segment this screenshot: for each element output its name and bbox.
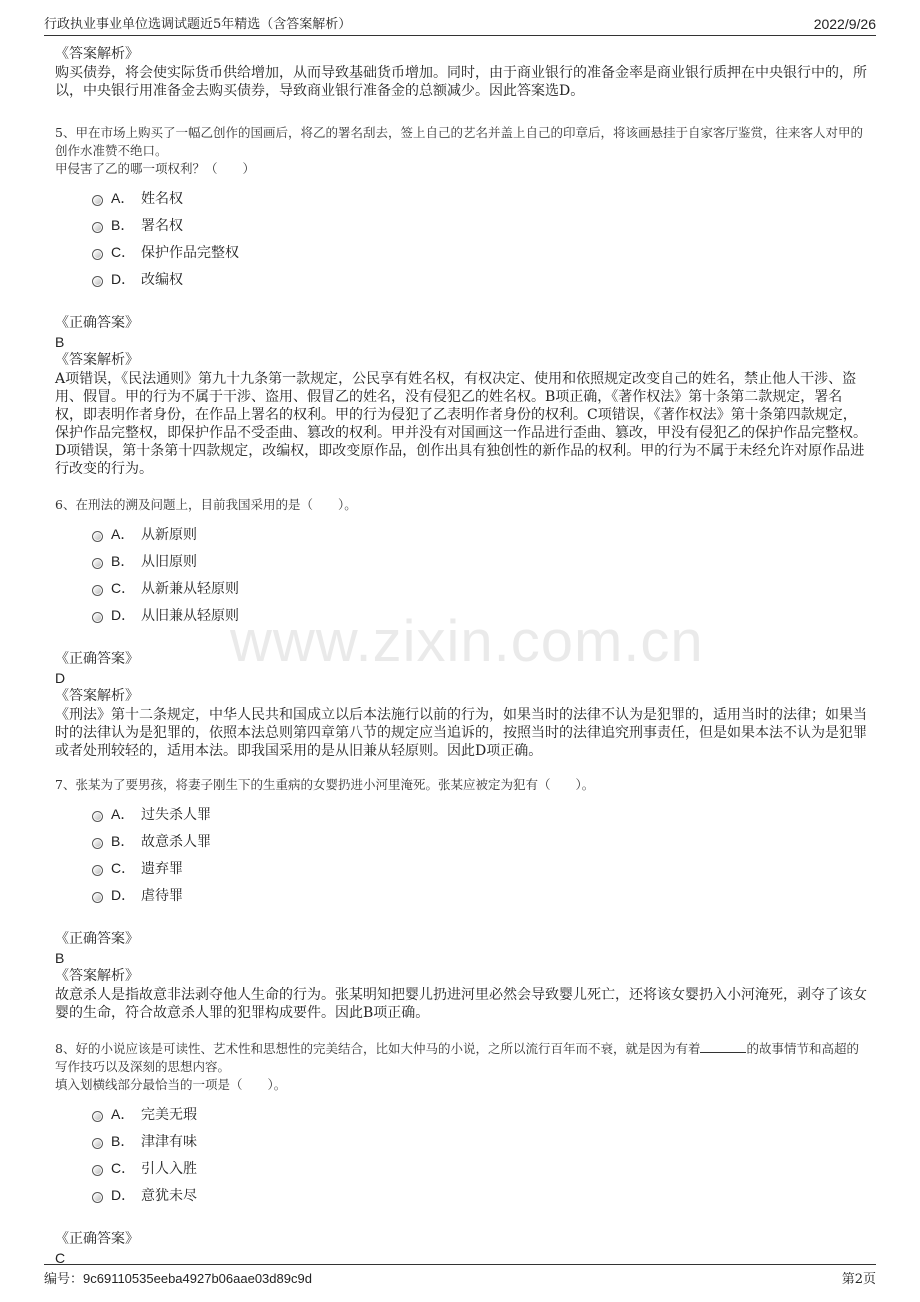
page-header — [44, 10, 876, 36]
radio-icon[interactable] — [92, 249, 103, 260]
correct-answer-label: 《正确答案》 — [55, 1231, 139, 1247]
question-prompt: 填入划横线部分最恰当的一项是（ ）。 — [55, 1077, 287, 1092]
fill-blank — [700, 1042, 746, 1053]
correct-answer: D — [55, 670, 66, 686]
option-c[interactable]: C． 遗弃罪 — [92, 854, 868, 881]
question-7 — [55, 776, 868, 1022]
option-b[interactable]: B． 署名权 — [92, 211, 868, 238]
option-b[interactable]: B． 故意杀人罪 — [92, 827, 868, 854]
document-code: 编号：9c69110535eeba4927b06aae03d89c9d — [44, 1270, 312, 1286]
question-prompt: 甲侵害了乙的哪一项权利？（ ） — [55, 161, 256, 176]
option-b[interactable]: B． 从旧原则 — [92, 547, 868, 574]
radio-icon[interactable] — [92, 865, 103, 876]
radio-icon[interactable] — [92, 838, 103, 849]
radio-icon[interactable] — [92, 585, 103, 596]
analysis-text: 《刑法》第十二条规定，中华人民共和国成立以后本法施行以前的行为，如果当时的法律不认为是犯罪的，适用当时的法律；如果当时的法律认为是犯罪的，依照本法总则第四章第八节的规定应当追诉的，按照当时的法律追究刑事责任，但是如果本法不认为是犯罪或者处刑较轻的，适用本法。即我国采用的是从旧兼从轻原则。因此D项正确。 — [55, 707, 867, 759]
option-a[interactable]: A． 过失杀人罪 — [92, 800, 868, 827]
analysis-label: 《答案解析》 — [55, 968, 139, 984]
question-stem: 8、好的小说应该是可读性、艺术性和思想性的完美结合，比如大仲马的小说，之所以流行百年而不衰，就是因为有着 的故事情节和高超的写作技巧以及深刻的思想内容。 — [55, 1041, 859, 1074]
radio-icon[interactable] — [92, 222, 103, 233]
option-b[interactable]: B． 津津有味 — [92, 1127, 868, 1154]
correct-answer: C — [55, 1250, 66, 1266]
correct-answer-label: 《正确答案》 — [55, 651, 139, 667]
question-stem: 5、甲在市场上购买了一幅乙创作的国画后，将乙的署名刮去，签上自己的艺名并盖上自己的印章后，将该画悬挂于自家客厅鉴赏，往来客人对甲的创作水准赞不绝口。 — [55, 125, 863, 158]
radio-icon[interactable] — [92, 1111, 103, 1122]
option-c[interactable]: C． 引人入胜 — [92, 1154, 868, 1181]
correct-answer-label: 《正确答案》 — [55, 315, 139, 331]
option-d[interactable]: D． 从旧兼从轻原则 — [92, 601, 868, 628]
document-title: 行政执业事业单位选调试题近5年精选（含答案解析） — [44, 17, 352, 32]
option-a[interactable]: A． 完美无瑕 — [92, 1100, 868, 1127]
option-d[interactable]: D． 意犹未尽 — [92, 1181, 868, 1208]
analysis-text: 故意杀人是指故意非法剥夺他人生命的行为。张某明知把婴儿扔进河里必然会导致婴儿死亡，还将该女婴扔入小河淹死，剥夺了该女婴的生命，符合故意杀人罪的犯罪构成要件。因此B项正确。 — [55, 987, 867, 1021]
radio-icon[interactable] — [92, 531, 103, 542]
radio-icon[interactable] — [92, 892, 103, 903]
analysis-label: 《答案解析》 — [55, 46, 139, 62]
question-6 — [55, 496, 868, 760]
option-list — [92, 800, 868, 908]
option-a[interactable]: A． 姓名权 — [92, 184, 868, 211]
option-d[interactable]: D． 改编权 — [92, 265, 868, 292]
question-stem: 7、张某为了要男孩，将妻子刚生下的生重病的女婴扔进小河里淹死。张某应被定为犯有（ ）。 — [55, 777, 595, 792]
radio-icon[interactable] — [92, 558, 103, 569]
radio-icon[interactable] — [92, 276, 103, 287]
option-d[interactable]: D． 虐待罪 — [92, 881, 868, 908]
analysis-label: 《答案解析》 — [55, 688, 139, 704]
correct-answer: B — [55, 950, 65, 966]
content — [55, 40, 868, 1267]
radio-icon[interactable] — [92, 612, 103, 623]
page-number: 第2页 — [841, 1271, 876, 1287]
question-8 — [55, 1040, 868, 1267]
analysis-text: 购买债券，将会使实际货币供给增加，从而导致基础货币增加。同时，由于商业银行的准备金率是商业银行质押在中央银行中的，所以，中央银行用准备金去购买债券，导致商业银行准备金的总额减少。因此答案选D。 — [55, 65, 867, 99]
analysis-text: A项错误，《民法通则》第九十九条第一款规定，公民享有姓名权，有权决定、使用和依照规定改变自己的姓名，禁止他人干涉、盗用、假冒。甲的行为不属于干涉、盗用、假冒乙的姓名，没有侵犯乙的姓名权。B项正确，《著作权法》第十条第二款规定，署名权，即表明作者身份，在作品上署名的权利。甲的行为侵犯了乙表明作者身份的权利。C项错误，《著作权法》第十条第四款规定，保护作品完整权，即保护作品不受歪曲、篡改的权利。甲并没有对国画这一作品进行歪曲、篡改，甲没有侵犯乙的保护作品完整权。D项错误，第十条第十四款规定，改编权，即改变原作品，创作出具有独创性的新作品的权利。甲的行为不属于未经允许对原作品进行改变的行为。 — [55, 371, 867, 477]
option-c[interactable]: C． 保护作品完整权 — [92, 238, 868, 265]
radio-icon[interactable] — [92, 1165, 103, 1176]
option-list — [92, 520, 868, 628]
correct-answer-label: 《正确答案》 — [55, 931, 139, 947]
radio-icon[interactable] — [92, 811, 103, 822]
option-a[interactable]: A． 从新原则 — [92, 520, 868, 547]
option-list — [92, 1100, 868, 1208]
page-footer — [44, 1264, 876, 1289]
correct-answer: B — [55, 334, 65, 350]
radio-icon[interactable] — [92, 1192, 103, 1203]
option-list — [92, 184, 868, 292]
watermark: www.zixin.com.cn — [230, 609, 704, 674]
question-5 — [55, 124, 868, 478]
radio-icon[interactable] — [92, 195, 103, 206]
question-stem: 6、在刑法的溯及问题上，目前我国采用的是（ ）。 — [55, 497, 357, 512]
radio-icon[interactable] — [92, 1138, 103, 1149]
option-c[interactable]: C． 从新兼从轻原则 — [92, 574, 868, 601]
header-date: 2022/9/26 — [813, 16, 876, 32]
analysis-label: 《答案解析》 — [55, 352, 139, 368]
